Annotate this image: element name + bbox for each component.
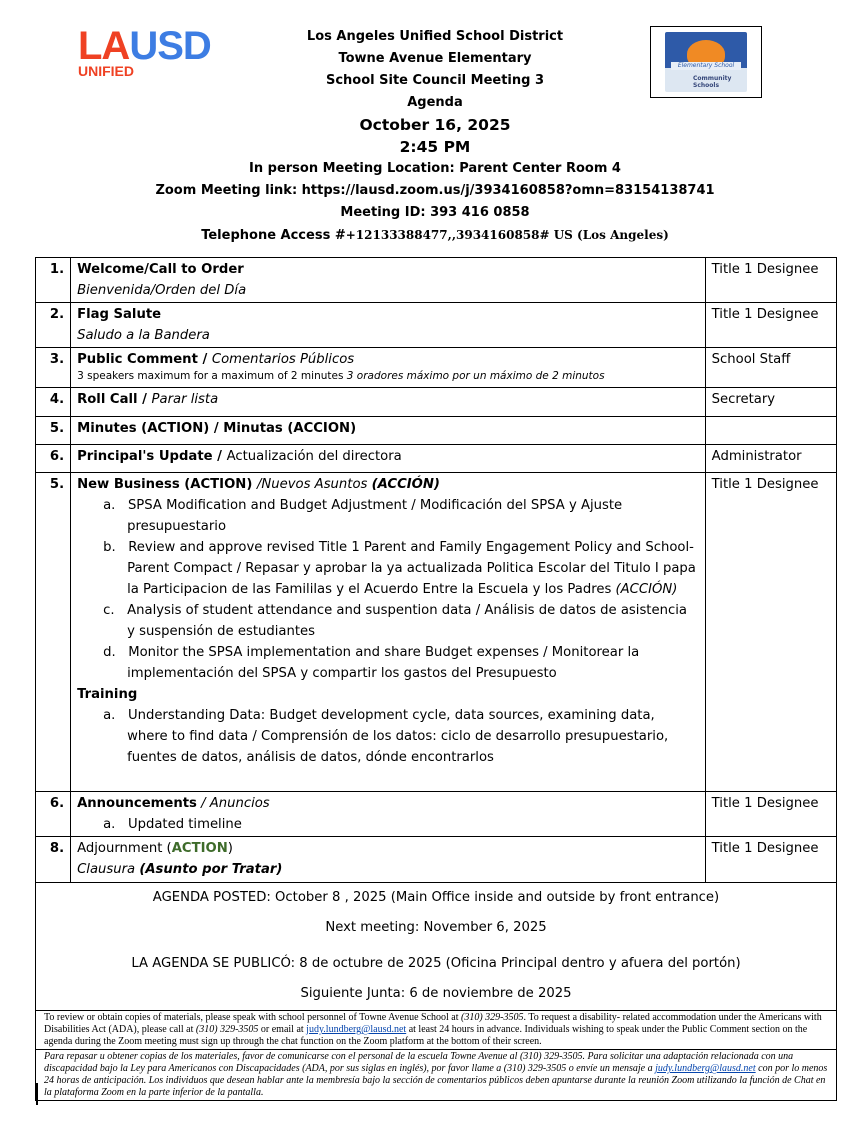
text-cursor-line <box>36 1083 38 1105</box>
agenda-row: 5. Minutes (ACTION) / Minutas (ACCION) <box>36 417 837 445</box>
posting-info: AGENDA POSTED: October 8 , 2025 (Main Office inside and outside by front entrance) Next meeting: November 6, 2025 LA AGENDA SE PUBLICÓ: 8 de octubre de 2025 (Oficina Principal dentro y afuera del portón) Siguiente Junta: 6 de noviembre de 2025 <box>36 883 837 1011</box>
agenda-header <box>150 26 720 247</box>
zoom-link[interactable]: Zoom Meeting link: https://lausd.zoom.us/j/3934160858?omn=83154138741 <box>155 183 715 198</box>
notice-english: To review or obtain copies of materials, please speak with school personnel of Towne Avenue School at (310) 329-3505. To request a disability- related accommodation under the Americans with Disabilities Act (ADA), please call at (310) 329-3505 or email at judy.lundberg@lausd.net at least 24 hours in advance. Individuals wishing to speak under the Public Comment section on the agenda during the Zoom meeting must sign up through the chat function on the Zoom platform at the bottom of their screen. <box>36 1011 837 1050</box>
meeting-date: October 16, 2025 <box>359 116 511 134</box>
agenda-row: 6. Principal's Update / Actualización del directora Administrator <box>36 445 837 473</box>
agenda-row: 5. New Business (ACTION) /Nuevos Asuntos (ACCIÓN) a. SPSA Modification and Budget Adjustment / Modificación del SPSA y Ajuste presupuestario b. Review and approve revised Title 1 Parent and Family Engagement Policy and School-Parent Compact / Repasar y aprobar la ya actualizada Politica Escolar del Titulo I papa la Participacion de las Famililas y el Acuerdo Entre la Escuela y los Padres (ACCIÓN) c. Analysis of student attendance and suspention data / Análisis de datos de asistencia y suspensión de estudiantes d. Monitor the SPSA implementation and share Budget expenses / Monitorear la implementación del SPSA y compartir los gastos del Presupuesto Training a. Understanding Data: Budget development cycle, data sources, examining data, where to find data / Comprensión de los datos: ciclo de desarrollo presupuestario, fuentes de datos, análisis de datos, dónde encontrarlos Title 1 Designee <box>36 473 837 792</box>
agenda-title: Agenda <box>407 95 463 110</box>
tiger-mascot-image: Elementary School Community Schools <box>665 32 747 92</box>
email-link[interactable]: judy.lundberg@lausd.net <box>306 1024 407 1035</box>
agenda-row: 2. Flag Salute Saludo a la Bandera Title 1 Designee <box>36 303 837 348</box>
meeting-location: In person Meeting Location: Parent Center Room 4 <box>249 161 621 176</box>
telephone-access: Telephone Access #+12133388477,,3934160858# US (Los Angeles) <box>201 228 669 243</box>
agenda-row: 3. Public Comment / Comentarios Públicos 3 speakers maximum for a maximum of 2 minutes 3 oradores máximo por un máximo de 2 minutos School Staff <box>36 348 837 388</box>
agenda-row: 1. Welcome/Call to Order Bienvenida/Orden del Día Title 1 Designee <box>36 258 837 303</box>
meeting-time: 2:45 PM <box>399 138 471 156</box>
agenda-table <box>35 257 837 1101</box>
training-heading: Training <box>77 687 138 702</box>
district-name: Los Angeles Unified School District <box>306 29 564 44</box>
meeting-id: Meeting ID: 393 416 0858 <box>340 205 530 220</box>
sub-item: c. Analysis of student attendance and suspention data / Análisis de datos de asistencia y suspensión de estudiantes <box>103 603 687 639</box>
sub-item: a. Understanding Data: Budget development cycle, data sources, examining data, where to find data / Comprensión de los datos: ciclo de desarrollo presupuestario, fuentes de datos, análisis de datos, dónde encontrarlos <box>103 708 669 765</box>
sub-item: a. Updated timeline <box>103 817 242 832</box>
sub-item: b. Review and approve revised Title 1 Parent and Family Engagement Policy and School-Parent Compact / Repasar y aprobar la ya actualizada Politica Escolar del Titulo I papa la Participacion de las Famililas y el Acuerdo Entre la Escuela y los Padres (ACCIÓN) <box>103 540 696 597</box>
sub-item: a. SPSA Modification and Budget Adjustment / Modificación del SPSA y Ajuste presupuestario <box>103 498 623 534</box>
school-badge <box>650 26 762 98</box>
meeting-name: School Site Council Meeting 3 <box>325 73 545 88</box>
school-name: Towne Avenue Elementary <box>338 51 532 66</box>
agenda-row: 4. Roll Call / Parar lista Secretary <box>36 388 837 417</box>
email-link[interactable]: judy.lundberg@lausd.net <box>655 1063 756 1074</box>
lausd-logo: LAUSD UNIFIED <box>78 24 211 79</box>
sub-item: d. Monitor the SPSA implementation and share Budget expenses / Monitorear la implementación del SPSA y compartir los gastos del Presupuesto <box>103 645 640 681</box>
agenda-row: 8. Adjournment (ACTION) Clausura (Asunto por Tratar) Title 1 Designee <box>36 837 837 883</box>
notice-spanish: Para repasar u obtener copias de los materiales, favor de comunicarse con el personal de la escuela Towne Avenue al (310) 329-3505. Para solicitar una adaptación relacionada con una discapacidad bajo la Ley para Americanos con Discapacidades (ADA, por sus siglas en inglés), por favor llame a (310) 329-3505 o envíe un mensaje a judy.lundberg@lausd.net con por lo menos 24 horas de anticipación. Los individuos que desean hablar ante la membresía bajo la sección de comentarios públicos deben apuntarse durante la reunión Zoom utilizando la función de Chat en la plataforma Zoom en la parte inferior de la pantalla. <box>36 1050 837 1101</box>
agenda-row: 6. Announcements / Anuncios a. Updated timeline Title 1 Designee <box>36 792 837 837</box>
